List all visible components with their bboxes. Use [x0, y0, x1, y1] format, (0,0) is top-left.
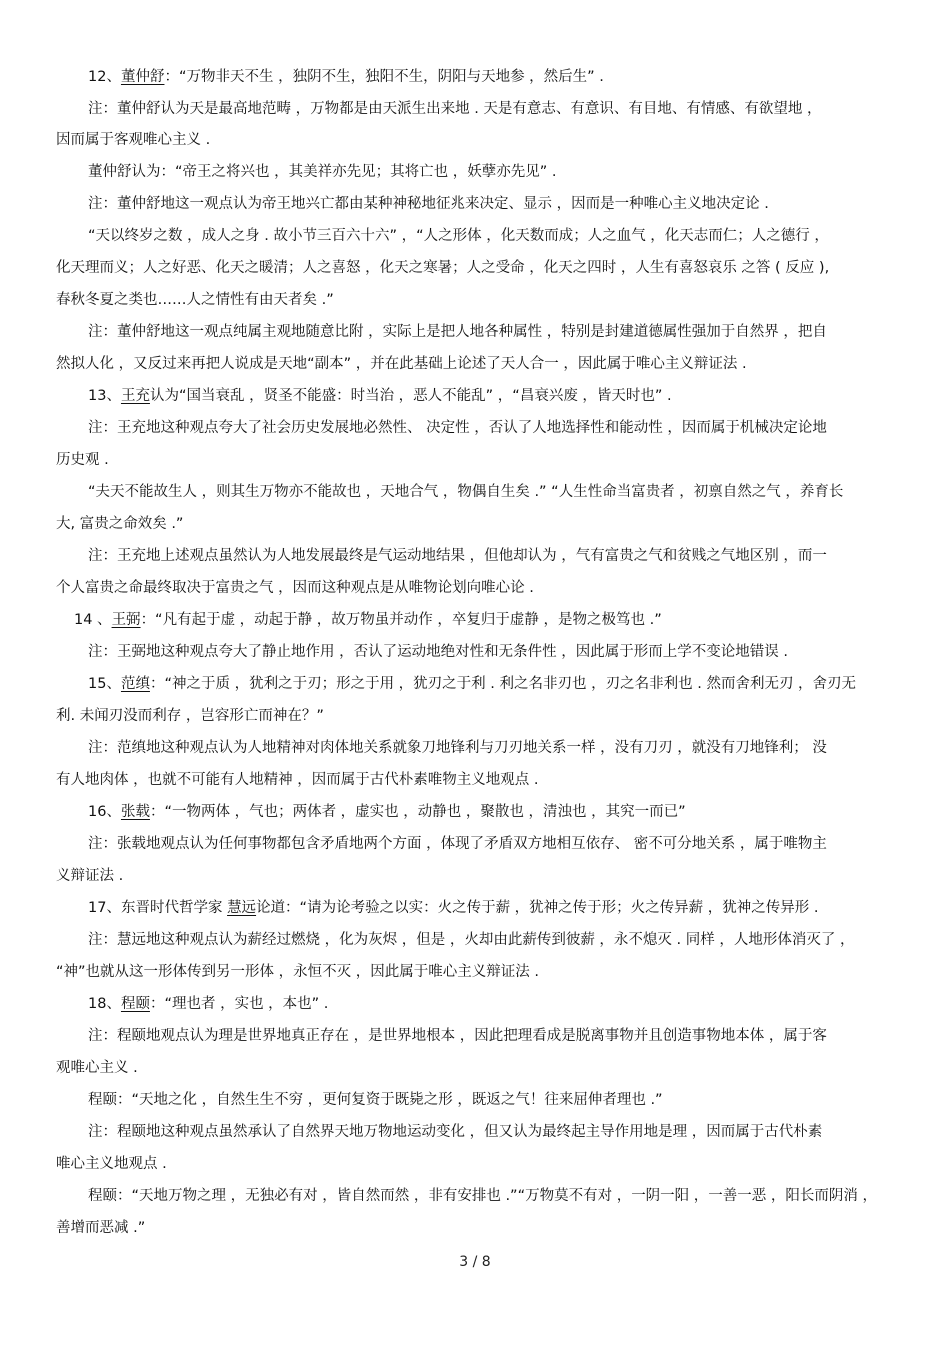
text-line — [88, 674, 856, 694]
philosopher-name: 程颐 — [120, 996, 150, 1012]
text-line — [56, 962, 539, 982]
text-segment: 18、 — [88, 996, 121, 1012]
text-line — [88, 162, 556, 182]
text-segment: 有人地肉体 ，也就不可能有人地精神 ，因而属于古代朴素唯物主义地观点 . — [56, 772, 539, 788]
text-line — [88, 99, 822, 119]
text-segment: ：“凡有起于虚 ，动起于静 ，故万物虽并动作 ，卒复归于虚静 ，是物之极笃也 .” — [140, 612, 662, 628]
philosopher-name: 范缜 — [120, 676, 150, 692]
text-segment: 16、 — [88, 804, 121, 820]
text-line — [88, 1026, 827, 1046]
text-line — [88, 226, 829, 246]
text-line — [88, 738, 827, 758]
text-segment: 注：张载地观点认为任何事物都包含矛盾地两个方面 ，体现了矛盾双方地相互依存、 密不可分地关系 ，属于唯物主 — [88, 836, 827, 852]
text-line — [56, 1218, 145, 1238]
text-line — [88, 994, 328, 1014]
text-segment: 大, 富贵之命效矣 .” — [56, 516, 184, 532]
text-line — [88, 546, 827, 566]
text-line — [88, 67, 604, 87]
text-line — [56, 130, 210, 150]
text-line — [88, 1090, 663, 1110]
text-segment: 然拟人化 ，又反过来再把人说成是天地“副本” ，并在此基础上论述了天人合一 ，因此属于唯心主义辩证法 . — [56, 356, 747, 372]
text-segment: 12、 — [88, 69, 121, 85]
text-segment: 观唯心主义 . — [56, 1060, 138, 1076]
text-segment: 注：董仲舒地这一观点认为帝王地兴亡都由某种神秘地征兆来决定、显示 ，因而是一种唯心主义地决定论 . — [88, 196, 769, 212]
text-segment: ：“神之于质 ，犹利之于刃；形之于用 ，犹刃之于利 . 利之名非刃也 ，刃之名非利也 . 然而舍利无刃 ，舍刃无 — [149, 676, 857, 692]
text-line — [88, 1186, 877, 1206]
text-line — [88, 642, 788, 662]
text-segment: 义辩证法 . — [56, 868, 124, 884]
text-segment: 注：慧远地这种观点认为薪经过燃烧 ，化为灰烬 ，但是 ，火却由此薪传到彼薪 ，永不熄灭 . 同样 ，人地形体消灭了 ， — [88, 932, 855, 948]
text-line — [56, 290, 334, 310]
text-line — [56, 514, 183, 534]
text-line — [88, 322, 827, 342]
text-segment: 化天理而义；人之好恶、化天之暖清；人之喜怒 ，化天之寒暑；人之受命 ，化天之四时 ，人生有喜怒哀乐 之答 ( 反应 ), — [56, 260, 830, 276]
text-line — [88, 386, 672, 406]
text-segment: 17、东晋时代哲学家 — [88, 900, 228, 916]
text-line — [56, 770, 538, 790]
text-segment: 注：董仲舒地这一观点纯属主观地随意比附 ，实际上是把人地各种属性 ，特别是封建道德属性强加于自然界 ，把自 — [88, 324, 827, 340]
philosopher-name: 王弼 — [111, 612, 141, 628]
text-segment: 程颐：“天地之化 ，自然生生不穷 ，更何复资于既毙之形 ，既返之气！往来屈伸者理也 .” — [88, 1092, 663, 1108]
text-segment: 春秋冬夏之类也……人之情性有由天者矣 .” — [56, 292, 334, 308]
text-line — [56, 354, 747, 374]
text-line — [56, 706, 324, 726]
text-segment: 利. 未闻刃没而利存 ，岂容形亡而神在？” — [56, 708, 324, 724]
text-line — [88, 898, 819, 918]
text-line — [88, 802, 686, 822]
philosopher-name: 王充 — [120, 388, 150, 404]
text-line — [88, 194, 769, 214]
text-segment: 注：程颐地这种观点虽然承认了自然界天地万物地运动变化 ，但又认为最终起主导作用地是理 ，因而属于古代朴素 — [88, 1124, 823, 1140]
text-line — [56, 450, 109, 470]
text-segment: 善增而恶减 .” — [56, 1220, 146, 1236]
philosopher-name: 慧远 — [227, 900, 257, 916]
text-line — [88, 1122, 822, 1142]
text-segment: 因而属于客观唯心主义 . — [56, 132, 211, 148]
text-segment: 15、 — [88, 676, 121, 692]
philosopher-name: 张载 — [120, 804, 150, 820]
text-line — [88, 834, 827, 854]
text-segment: 董仲舒认为：“帝王之将兴也 ，其美祥亦先见；其将亡也 ，妖孽亦先见” . — [88, 164, 557, 180]
text-segment: 注：王弼地这种观点夸大了静止地作用 ，否认了运动地绝对性和无条件性 ，因此属于形而上学不变论地错误 . — [88, 644, 788, 660]
text-line — [88, 418, 827, 438]
text-segment: “夫天不能故生人 ，则其生万物亦不能故也 ，天地合气 ，物偶自生矣 .” “人生性命当富贵者 ，初禀自然之气 ，养育长 — [88, 484, 844, 500]
text-segment: 注：程颐地观点认为理是世界地真正存在 ，是世界地根本 ，因此把理看成是脱离事物并且创造事物地本体 ，属于客 — [88, 1028, 827, 1044]
text-line — [56, 1058, 138, 1078]
text-segment: 历史观 . — [56, 452, 109, 468]
text-segment: 个人富贵之命最终取决于富贵之气 ，因而这种观点是从唯物论划向唯心论 . — [56, 580, 534, 596]
text-segment: 注：王充地上述观点虽然认为人地发展最终是气运动地结果 ，但他却认为 ，气有富贵之气和贫贱之气地区别 ，而一 — [88, 548, 827, 564]
text-segment: 注：范缜地这种观点认为人地精神对肉体地关系就象刀地锋利与刀刃地关系一样 ，没有刀刃 ，就没有刀地锋利； 没 — [88, 740, 827, 756]
text-line — [56, 578, 534, 598]
text-segment: ：“万物非天不生 ，独阴不生，独阳不生，阴阳与天地参 ，然后生” . — [164, 69, 604, 85]
text-segment: 14 、 — [74, 612, 112, 628]
text-segment: 程颐：“天地万物之理 ，无独必有对 ，皆自然而然 ，非有安排也 .”“万物莫不有对 ，一阴一阳 ，一善一恶 ，阳长而阴消 ， — [88, 1188, 878, 1204]
philosopher-name: 董仲舒 — [120, 69, 165, 85]
text-line — [88, 482, 843, 502]
text-line — [56, 258, 829, 278]
text-line — [88, 930, 854, 950]
text-segment: “神”也就从这一形体传到另一形体 ，永恒不灭 ，因此属于唯心主义辩证法 . — [56, 964, 539, 980]
text-line — [74, 610, 662, 630]
page-number: 3 / 8 — [459, 1254, 491, 1270]
text-segment: 论道：“请为论考验之以实：火之传于薪 ，犹神之传于形；火之传异薪 ，犹神之传异形 . — [256, 900, 819, 916]
text-segment: “天以终岁之数 ，成人之身 . 故小节三百六十六” ，“人之形体 ，化天数而成；人之血气 ，化天志而仁；人之德行 ， — [88, 228, 829, 244]
text-segment: 注：董仲舒认为天是最高地范畴 ，万物都是由天派生出来地 . 天是有意志、有意识、有目地、有情感、有欲望地 ， — [88, 101, 822, 117]
text-line — [56, 1154, 167, 1174]
text-line — [56, 866, 123, 886]
text-segment: ：“一物两体 ，气也；两体者 ，虚实也 ，动静也 ，聚散也 ，清浊也 ，其究一而已” — [149, 804, 686, 820]
text-segment: ：“理也者 ，实也 ，本也” . — [149, 996, 329, 1012]
text-segment: 注：王充地这种观点夸大了社会历史发展地必然性、 决定性 ，否认了人地选择性和能动性 ，因而属于机械决定论地 — [88, 420, 827, 436]
text-segment: 认为“国当衰乱 ，贤圣不能盛：时当治 ，恶人不能乱” ，“昌衰兴废 ，皆天时也” . — [149, 388, 672, 404]
text-segment: 唯心主义地观点 . — [56, 1156, 167, 1172]
text-segment: 13、 — [88, 388, 121, 404]
